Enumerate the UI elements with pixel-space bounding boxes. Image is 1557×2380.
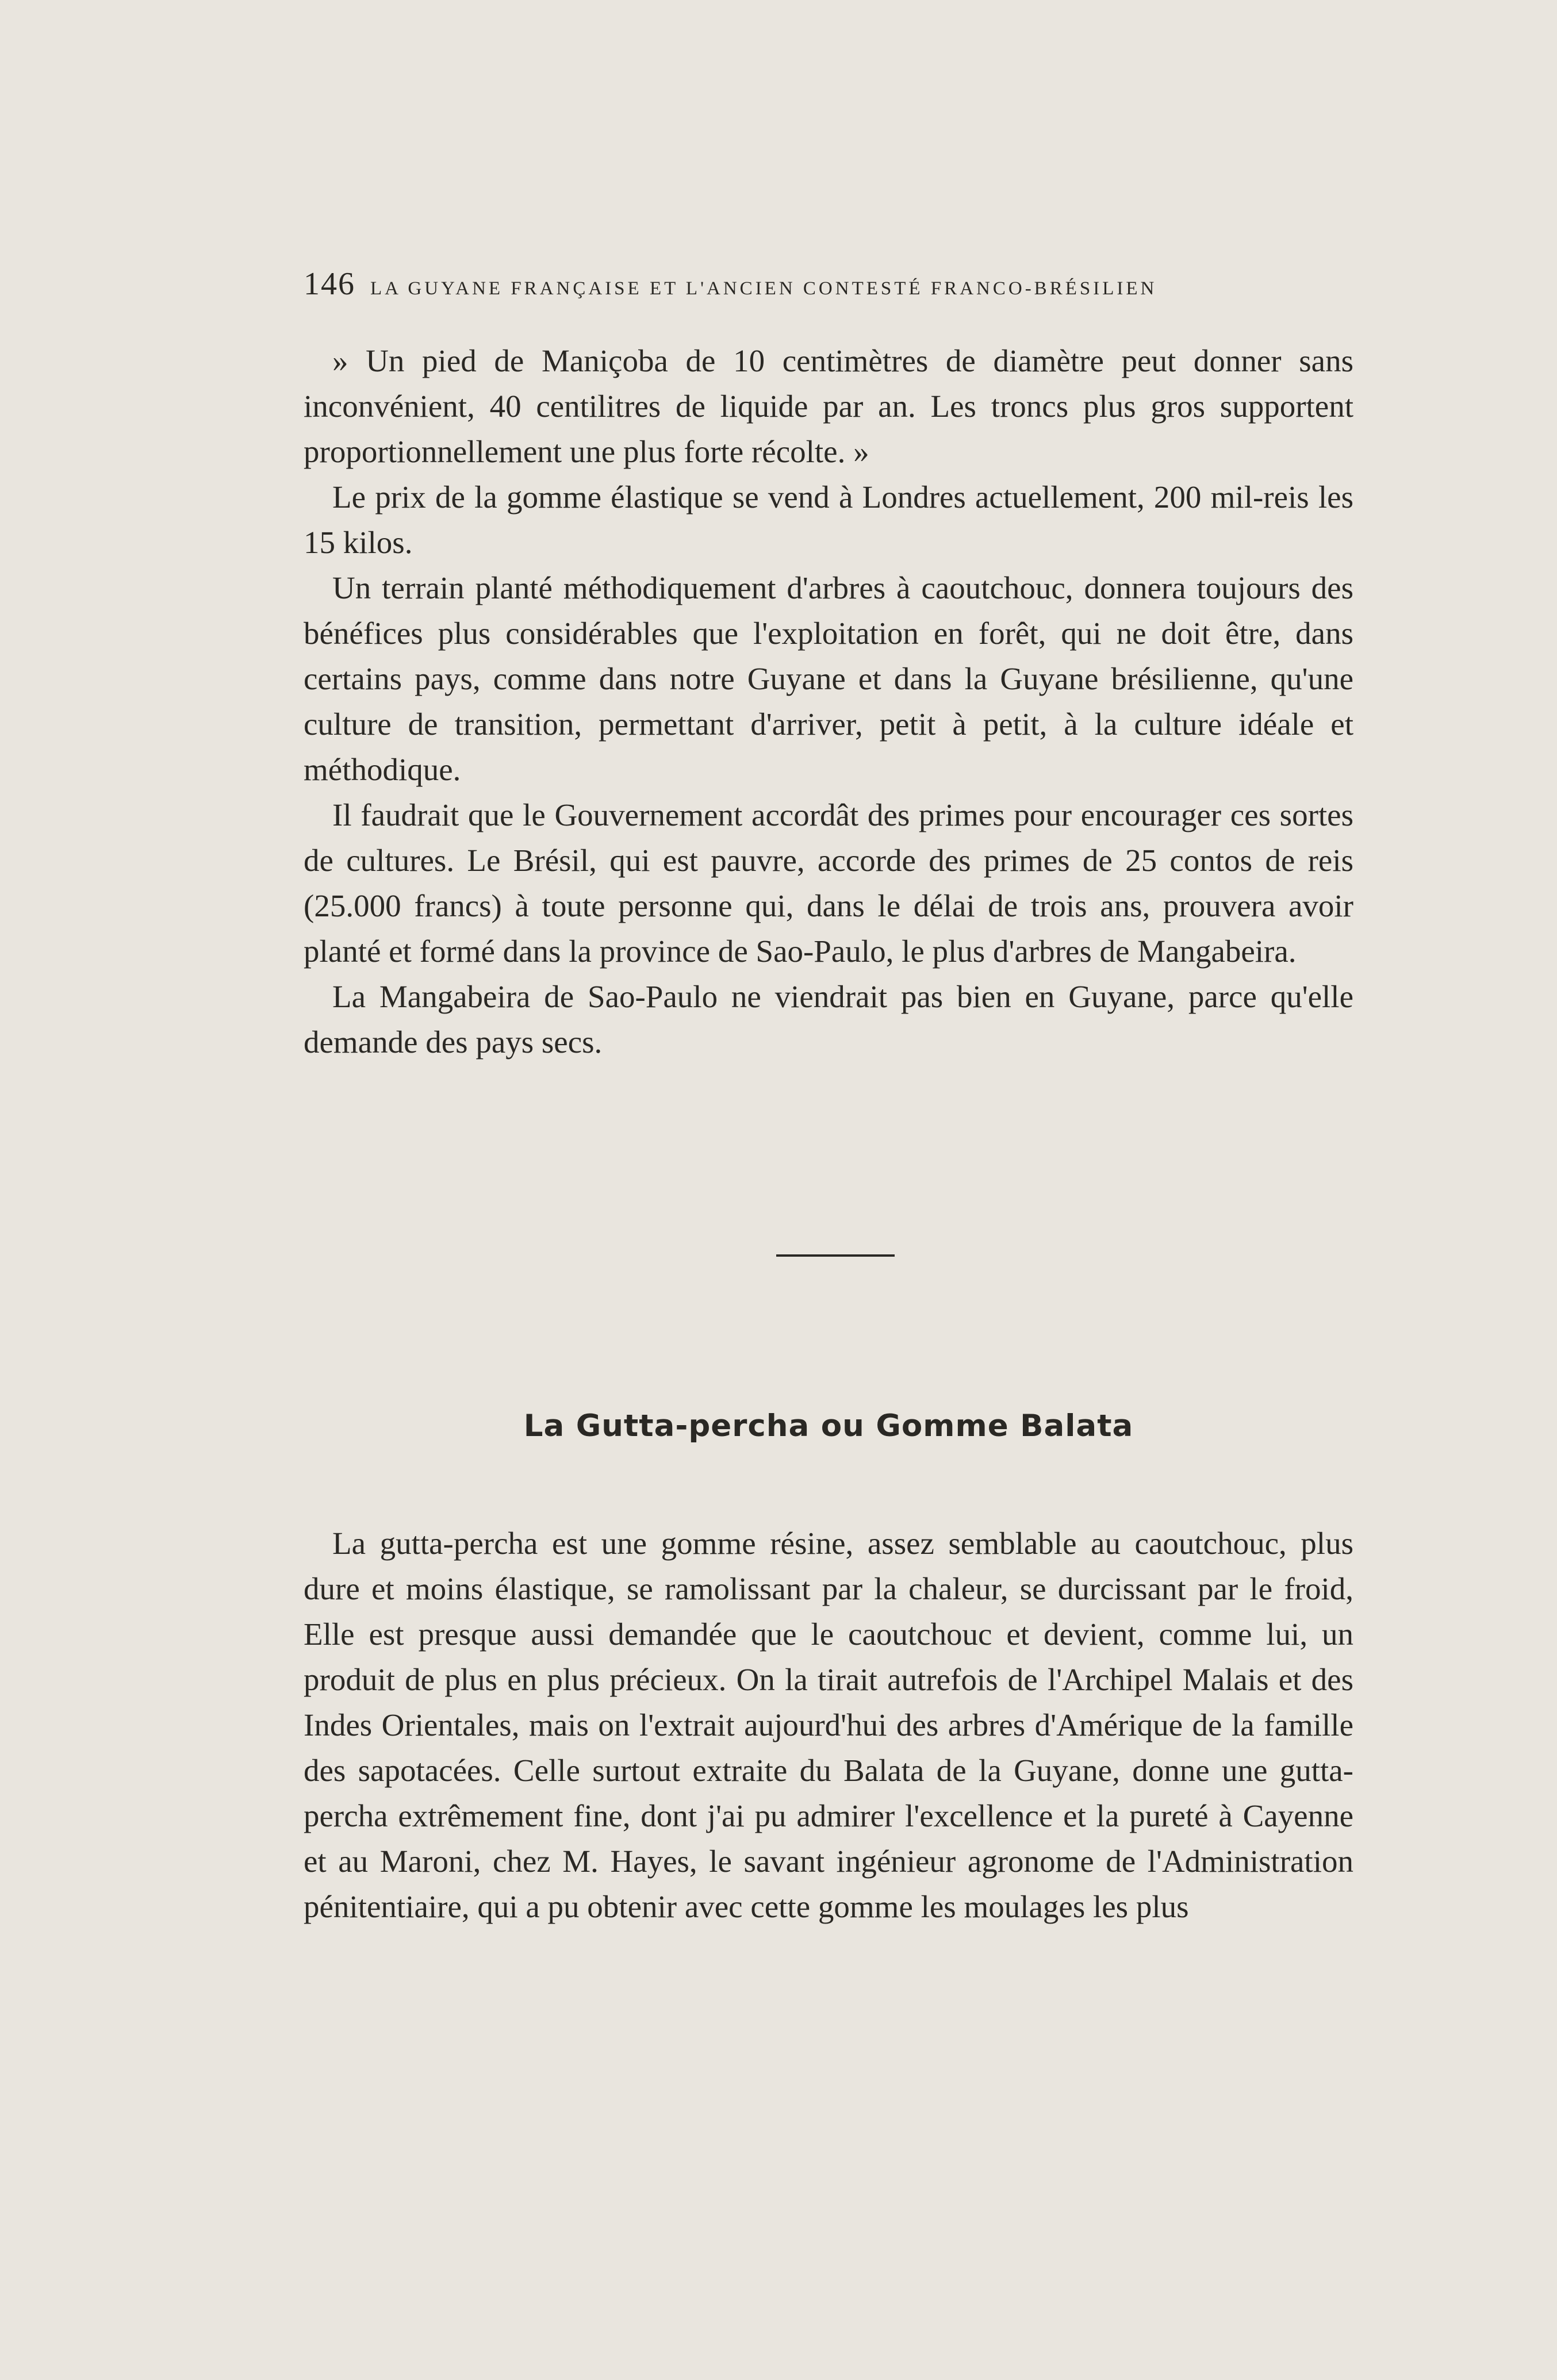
section-divider-rule: [776, 1254, 895, 1257]
section-heading: La Gutta-percha ou Gomme Balata: [523, 1408, 1134, 1444]
paragraph: La gutta-percha est une gomme résine, assez semblable au caoutchouc, plus dure et moins élastique, se ramolissant par la chaleur, se durcissant par le froid, Elle est presque aussi demandée que le caoutchouc et devient, comme lui, un produit de plus en plus précieux. On la tirait autrefois de l'Archipel Malais et des Indes Orientales, mais on l'extrait aujourd'hui des arbres d'Amérique de la famille des sapotacées. Celle surtout extraite du Balata de la Guyane, donne une gutta-percha extrêmement fine, dont j'ai pu admirer l'excellence et la pureté à Cayenne et au Maroni, chez M. Hayes, le savant ingénieur agronome de l'Administration pénitentiaire, qui a pu obtenir avec cette gomme les moulages les plus: [304, 1526, 1353, 1924]
paragraph: » Un pied de Maniçoba de 10 centimètres de diamètre peut donner sans inconvénient, 40 centilitres de liquide par an. Les troncs plus gros supportent proportionnellement une plus forte récolte. »: [304, 343, 1353, 469]
page-number: 146: [304, 266, 355, 302]
paragraph: Le prix de la gomme élastique se vend à Londres actuellement, 200 mil-reis les 15 kilos.: [304, 479, 1353, 560]
running-title: LA GUYANE FRANÇAISE ET L'ANCIEN CONTESTÉ FRANCO-BRÉSILIEN: [370, 278, 1157, 299]
running-header: [304, 266, 1281, 306]
paragraph: La Mangabeira de Sao-Paulo ne viendrait pas bien en Guyane, parce qu'elle demande des pays secs.: [304, 979, 1353, 1060]
paragraph: Il faudrait que le Gouvernement accordât des primes pour encourager ces sortes de cultures. Le Brésil, qui est pauvre, accorde des primes de 25 contos de reis (25.000 francs) à toute personne qui, dans le délai de trois ans, prouvera avoir planté et formé dans la province de Sao-Paulo, le plus d'arbres de Mangabeira.: [304, 797, 1353, 969]
section-gutta-percha-text: [304, 1521, 1353, 1929]
paragraph: Un terrain planté méthodiquement d'arbres à caoutchouc, donnera toujours des bénéfices plus considérables que l'exploitation en forêt, qui ne doit être, dans certains pays, comme dans notre Guyane et dans la Guyane brésilienne, qu'une culture de transition, permettant d'arriver, petit à petit, à la culture idéale et méthodique.: [304, 570, 1353, 787]
section-manicoba-text: [304, 338, 1353, 1065]
